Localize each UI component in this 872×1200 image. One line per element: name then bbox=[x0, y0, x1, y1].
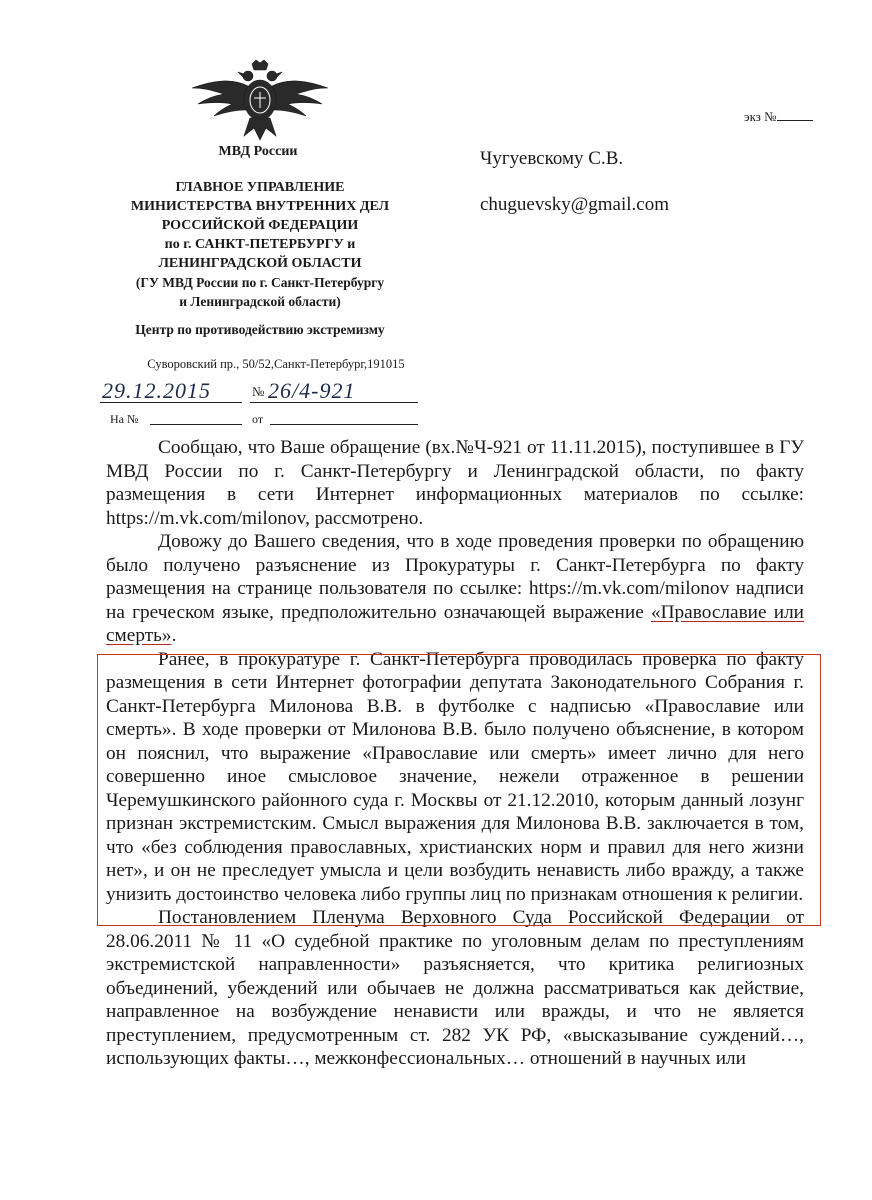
hq-line: по г. САНКТ-ПЕТЕРБУРГУ и bbox=[164, 237, 356, 252]
number-symbol: № bbox=[252, 384, 265, 399]
paragraph-2 bbox=[106, 530, 804, 648]
paragraph-4: Постановлением Пленума Верховного Суда Российской Федерации от 28.06.2011 № 11 «О судебной практике по уголовным делам по преступлениям экстремистской направленности» разъясняется, что критика религиозных объединений, убеждений или обычаев не должна рассматриваться как действие, направленное на возбуждение ненависти или вражды, и что не является преступлением, предусмотренным ст. 282 УК РФ, «высказывание суждений…, использующих факты…, межконфессиональных… отношений в научных или bbox=[106, 907, 804, 1069]
hq-line: и Ленинградской области) bbox=[179, 294, 341, 309]
letter-body bbox=[106, 436, 804, 1071]
hq-line: ГЛАВНОЕ УПРАВЛЕНИЕ bbox=[175, 180, 345, 195]
copy-number-line bbox=[777, 108, 813, 121]
reference-date-label: от bbox=[252, 412, 264, 426]
reference-date-line bbox=[270, 424, 418, 425]
hq-line: ЛЕНИНГРАДСКОЙ ОБЛАСТИ bbox=[158, 256, 362, 271]
paragraph-3-highlighted: Ранее, в прокуратуре г. Санкт-Петербурга проводилась проверка по факту размещения в сети Интернет фотографии депутата Законодательного Собрания г. Санкт-Петербурга Милонова В.В. в футболке с надписью «Православие или смерть». В ходе проверки от Милонова В.В. было получено объяснение, в котором он пояснил, что выражение «Православие или смерть» имеет лично для него совершенно иное смысловое значение, нежели отраженное в решении Черемушкинского районного суда г. Москвы от 21.12.2010, которым данный лозунг признан экстремистским. Смысл выражения для Милонова В.В. заключается в том, что «без соблюдения православных, христианских норм и правил для него жизни нет», и он не преследует умысла и цели возбудить ненависть либо вражду, а также унизить достоинство человека либо группы лиц по признакам отношения к религии. bbox=[106, 648, 804, 905]
agency-name: МВД России bbox=[218, 144, 298, 159]
copy-number bbox=[744, 108, 813, 125]
hq-line: РОССИЙСКОЙ ФЕДЕРАЦИИ bbox=[161, 218, 359, 233]
reference-number-label: На № bbox=[110, 412, 139, 426]
copy-number-label: экз № bbox=[744, 109, 777, 124]
reference-number-line bbox=[150, 424, 242, 425]
number-underline bbox=[250, 402, 418, 403]
paragraph-2-end: . bbox=[171, 625, 177, 646]
sender-address: Суворовский пр., 50/52,Санкт-Петербург,191015 bbox=[147, 357, 405, 371]
headquarters-title bbox=[60, 178, 460, 311]
handwritten-date: 29.12.2015 bbox=[102, 378, 211, 403]
paragraph-1: Сообщаю, что Ваше обращение (вх.№Ч-921 от 11.11.2015), поступившее в ГУ МВД России по г. Санкт-Петербургу и Ленинградской области, по факту размещения в сети Интернет информационных материалов по ссылке: https://m.vk.com/milonov, рассмотрено. bbox=[106, 437, 804, 529]
paragraph-2-text: Довожу до Вашего сведения, что в ходе проведения проверки по обращению было получено разъяснение из Прокуратуры г. Санкт-Петербурга по факту размещения на странице пользователя по ссылке: https://m.vk.com/milonov надписи на греческом языке, предположительно означающей выражение bbox=[106, 531, 804, 623]
hq-line: МИНИСТЕРСТВА ВНУТРЕННИХ ДЕЛ bbox=[130, 199, 390, 214]
hq-line: (ГУ МВД России по г. Санкт-Петербургу bbox=[135, 275, 385, 290]
double-headed-eagle-emblem-icon bbox=[190, 58, 330, 144]
recipient-name: Чугуевскому С.В. bbox=[480, 148, 624, 169]
date-underline bbox=[100, 402, 242, 403]
department-name: Центр по противодействию экстремизму bbox=[135, 322, 385, 337]
handwritten-outgoing-number: 26/4-921 bbox=[268, 378, 356, 403]
recipient-email: chuguevsky@gmail.com bbox=[480, 194, 669, 215]
underlined-phrase: «Православие или смерть» bbox=[106, 601, 805, 646]
